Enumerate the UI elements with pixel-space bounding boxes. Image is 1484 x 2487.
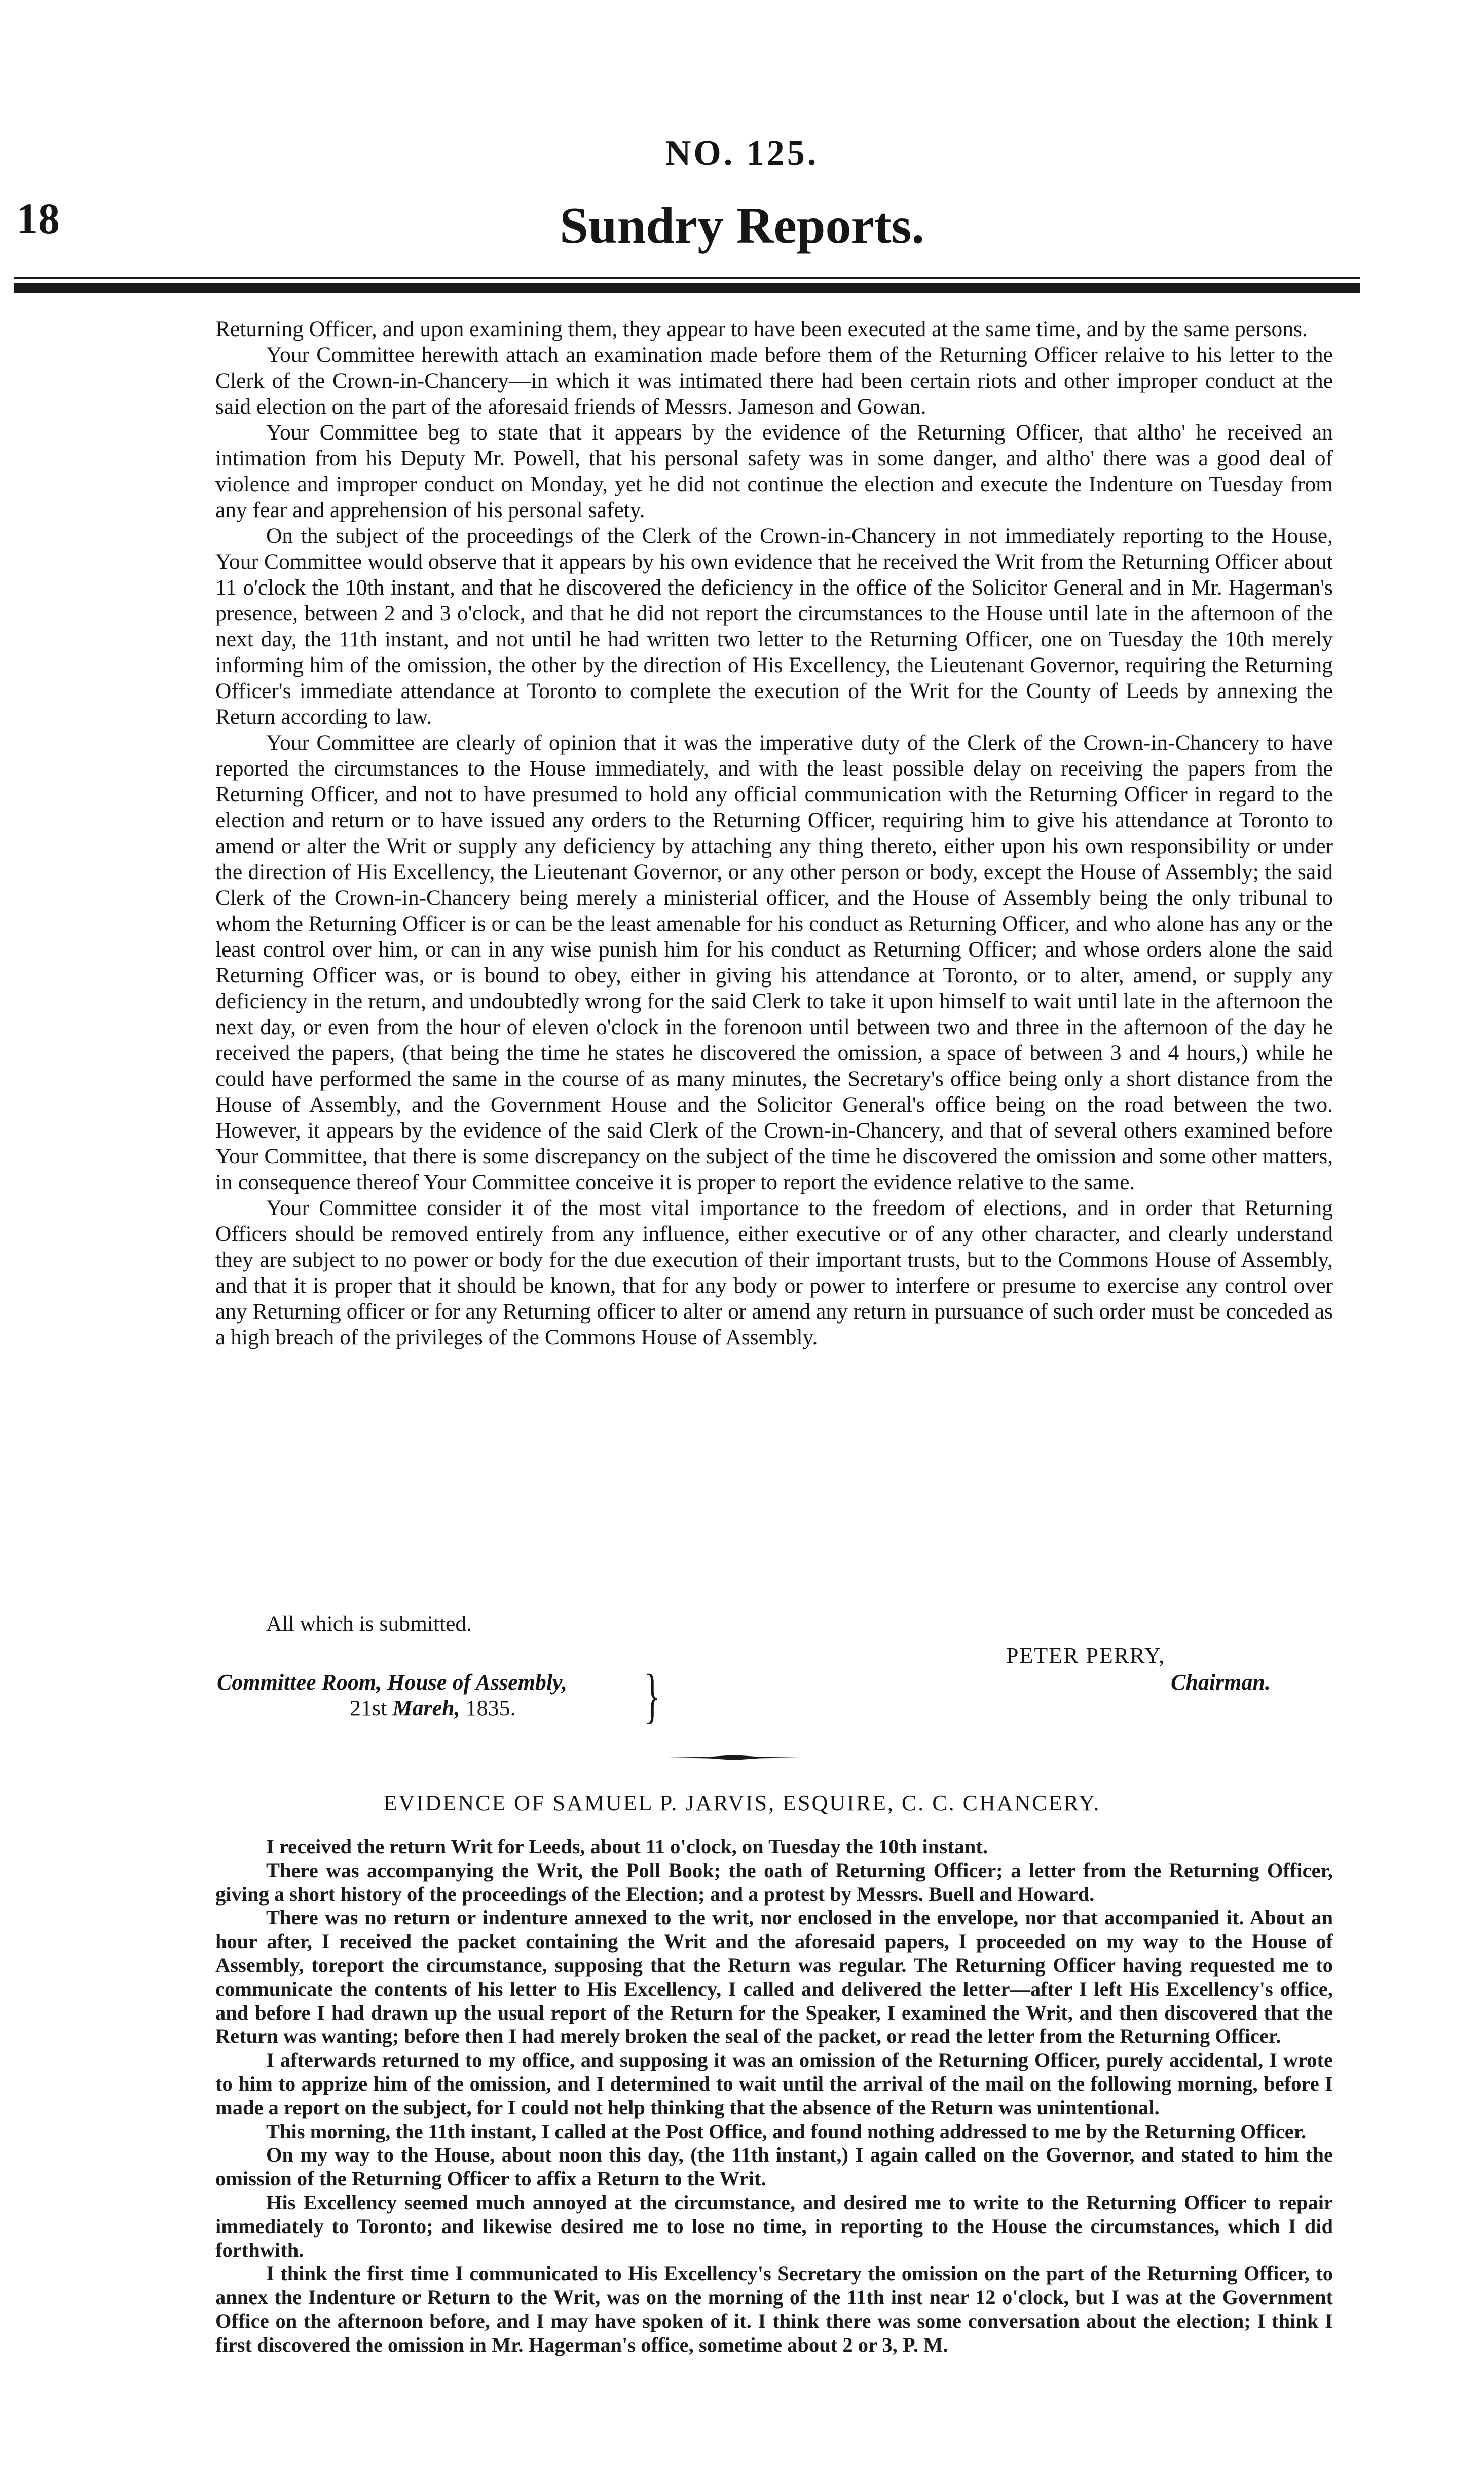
date-month: Mareh, [392,1696,460,1721]
document-number: NO. 125. [665,134,819,173]
signing-place: Committee Room, House of Assembly, [217,1670,567,1695]
report-body [215,316,1333,1350]
report-paragraph: Returning Officer, and upon examining them, they appear to have been executed at the same time, and by the same persons. [215,317,1308,341]
evidence-body [215,1835,1333,2357]
date-day: 21st [350,1696,387,1721]
brace-icon: } [644,1662,660,1729]
evidence-paragraph: On my way to the House, about noon this day, (the 11th instant,) I again called on the Governor, and stated to him the omission of the Returning Officer to affix a Return to the Writ. [215,2143,1333,2190]
report-paragraph: Your Committee are clearly of opinion that it was the imperative duty of the Clerk of the Crown-in-Chancery to have reported the circumstances to the House immediately, and with the least possible delay on receiving the papers from the Returning Officer, and not to have presumed to hold any official communication with the Returning Officer in regard to the election and return or to have issued any orders to the Returning Officer, requiring him to give his attendance at Toronto to amend or alter the Writ or supply any deficiency by attaching any thing thereto, either upon his own responsibility or under the direction of His Excellency, the Lieutenant Governor, or any other person or body, except the House of Assembly; the said Clerk of the Crown-in-Chancery being merely a ministerial officer, and the House of Assembly being the only tribunal to whom the Returning Officer is or can be the least amenable for his conduct as Returning Officer, and who alone has any or the least control over him, or can in any wise punish him for his conduct as Returning Officer; and whose orders alone the said Returning Officer was, or is bound to obey, either in giving his attendance at Toronto, or to alter, amend, or supply any deficiency in the return, and undoubtedly wrong for the said Clerk to take it upon himself to wait until late in the afternoon the next day, or even from the hour of eleven o'clock in the forenoon until between two and three in the afternoon of the day he received the papers, (that being the time he states he discovered the omission, a space of between 3 and 4 hours,) while he could have performed the same in the course of as many minutes, the Secretary's office being only a short distance from the House of Assembly, and the Government House and the Solicitor General's office being on the road between the two. However, it appears by the evidence of the said Clerk of the Crown-in-Chancery, and that of several others examined before Your Committee, that there is some discrepancy on the subject of the time he discovered the omission and some other matters, in consequence thereof Your Committee conceive it is proper to report the evidence relative to the same. [215,730,1333,1194]
section-divider [668,1754,800,1761]
evidence-paragraph: There was no return or indenture annexed to the writ, nor enclosed in the envelope, nor that accompanied it. About an hour after, I received the packet containing the Writ and the aforesaid papers, I proceeded on my way to the House of Assembly, toreport the circumstance, supposing that the Return was regular. The Returning Officer having requested me to communicate the contents of his letter to His Excellency, I called and delivered the letter—after I left His Excellency's office, and before I had drawn up the usual report of the Return for the Speaker, I examined the Writ, and then discovered that the Return was wanting; before then I had merely broken the seal of the packet, or read the letter from the Returning Officer. [215,1906,1333,2048]
report-paragraph: Your Committee beg to state that it appears by the evidence of the Returning Officer, that altho' he received an intimation from his Deputy Mr. Powell, that his personal safety was in some danger, and altho' there was a good deal of violence and improper conduct on Monday, yet he did not continue the election and execute the Indenture on Tuesday from any fear and apprehension of his personal safety. [215,420,1333,522]
closing-line: All which is submitted. [266,1612,472,1636]
signer-name: PETER PERRY, [1006,1643,1166,1668]
page-number: 18 [16,194,60,243]
evidence-paragraph: I think the first time I communicated to His Excellency's Secretary the omission on the part of the Returning Officer, to annex the Indenture or Return to the Writ, was on the morning of the 11th inst near 12 o'clock, but I was at the Government Office on the afternoon before, and I may have spoken of it. I think there was some conversation about the election; I think I first discovered the omission in Mr. Hagerman's office, sometime about 2 or 3, P. M. [215,2262,1333,2356]
evidence-paragraph: There was accompanying the Writ, the Poll Book; the oath of Returning Officer; a letter from the Returning Officer, giving a short history of the proceedings of the Election; and a protest by Messrs. Buell and Howard. [215,1858,1333,1906]
report-paragraph: On the subject of the proceedings of the Clerk of the Crown-in-Chancery in not immediately reporting to the House, Your Committee would observe that it appears by his own evidence that he received the Writ from the Returning Officer about 11 o'clock the 10th instant, and that he discovered the deficiency in the office of the Solicitor General and in Mr. Hagerman's presence, between 2 and 3 o'clock, and that he did not report the circumstances to the House until late in the afternoon of the next day, the 11th instant, and not until he had written two letter to the Returning Officer, one on Tuesday the 10th merely informing him of the omission, the other by the direction of His Excellency, the Lieutenant Governor, requiring the Returning Officer's immediate attendance at Toronto to complete the execution of the Writ for the County of Leeds by annexing the Return according to law. [215,524,1333,729]
report-paragraph: Your Committee herewith attach an examination made before them of the Returning Officer relaive to his letter to the Clerk of the Crown-in-Chancery—in which it was intimated there had been certain riots and other improper conduct at the said election on the part of the aforesaid friends of Messrs. Jameson and Gowan. [215,343,1333,419]
header-rule-thin [14,277,1360,279]
evidence-paragraph: I afterwards returned to my office, and supposing it was an omission of the Returning Officer, purely accidental, I wrote to him to apprize him of the omission, and I determined to wait until the arrival of the mail on the following morning, before I made a report on the subject, for I could not help thinking that the absence of the Return was unintentional. [215,2049,1333,2119]
evidence-heading: EVIDENCE OF SAMUEL P. JARVIS, ESQUIRE, C. C. CHANCERY. [383,1790,1101,1815]
header-rule-thick [14,283,1360,293]
evidence-paragraph: His Excellency seemed much annoyed at the circumstance, and desired me to write to the Returning Officer to repair immediately to Toronto; and likewise desired me to lose no time, in reporting to the House the circumstances, which I did forthwith. [215,2190,1333,2261]
evidence-paragraph: This morning, the 11th instant, I called at the Post Office, and found nothing addressed to me by the Returning Officer. [266,2119,1307,2143]
evidence-paragraph: I received the return Writ for Leeds, about 11 o'clock, on Tuesday the 10th instant. [266,1835,988,1858]
signer-title: Chairman. [1171,1670,1271,1695]
report-paragraph: Your Committee consider it of the most vital importance to the freedom of elections, and in order that Returning Officers should be removed entirely from any influence, either executive or of any other character, and clearly understand they are subject to no power or body for the due execution of their important trusts, but to the Commons House of Assembly, and that it is proper that it should be known, that for any body or power to interfere or presume to exercise any control over any Returning officer or for any Returning officer to alter or amend any return in pursuance of such order must be conceded as a high breach of the privileges of the Commons House of Assembly. [215,1196,1333,1349]
signing-date [350,1695,516,1721]
page-title: Sundry Reports. [560,197,924,254]
date-year: 1835. [465,1696,516,1721]
